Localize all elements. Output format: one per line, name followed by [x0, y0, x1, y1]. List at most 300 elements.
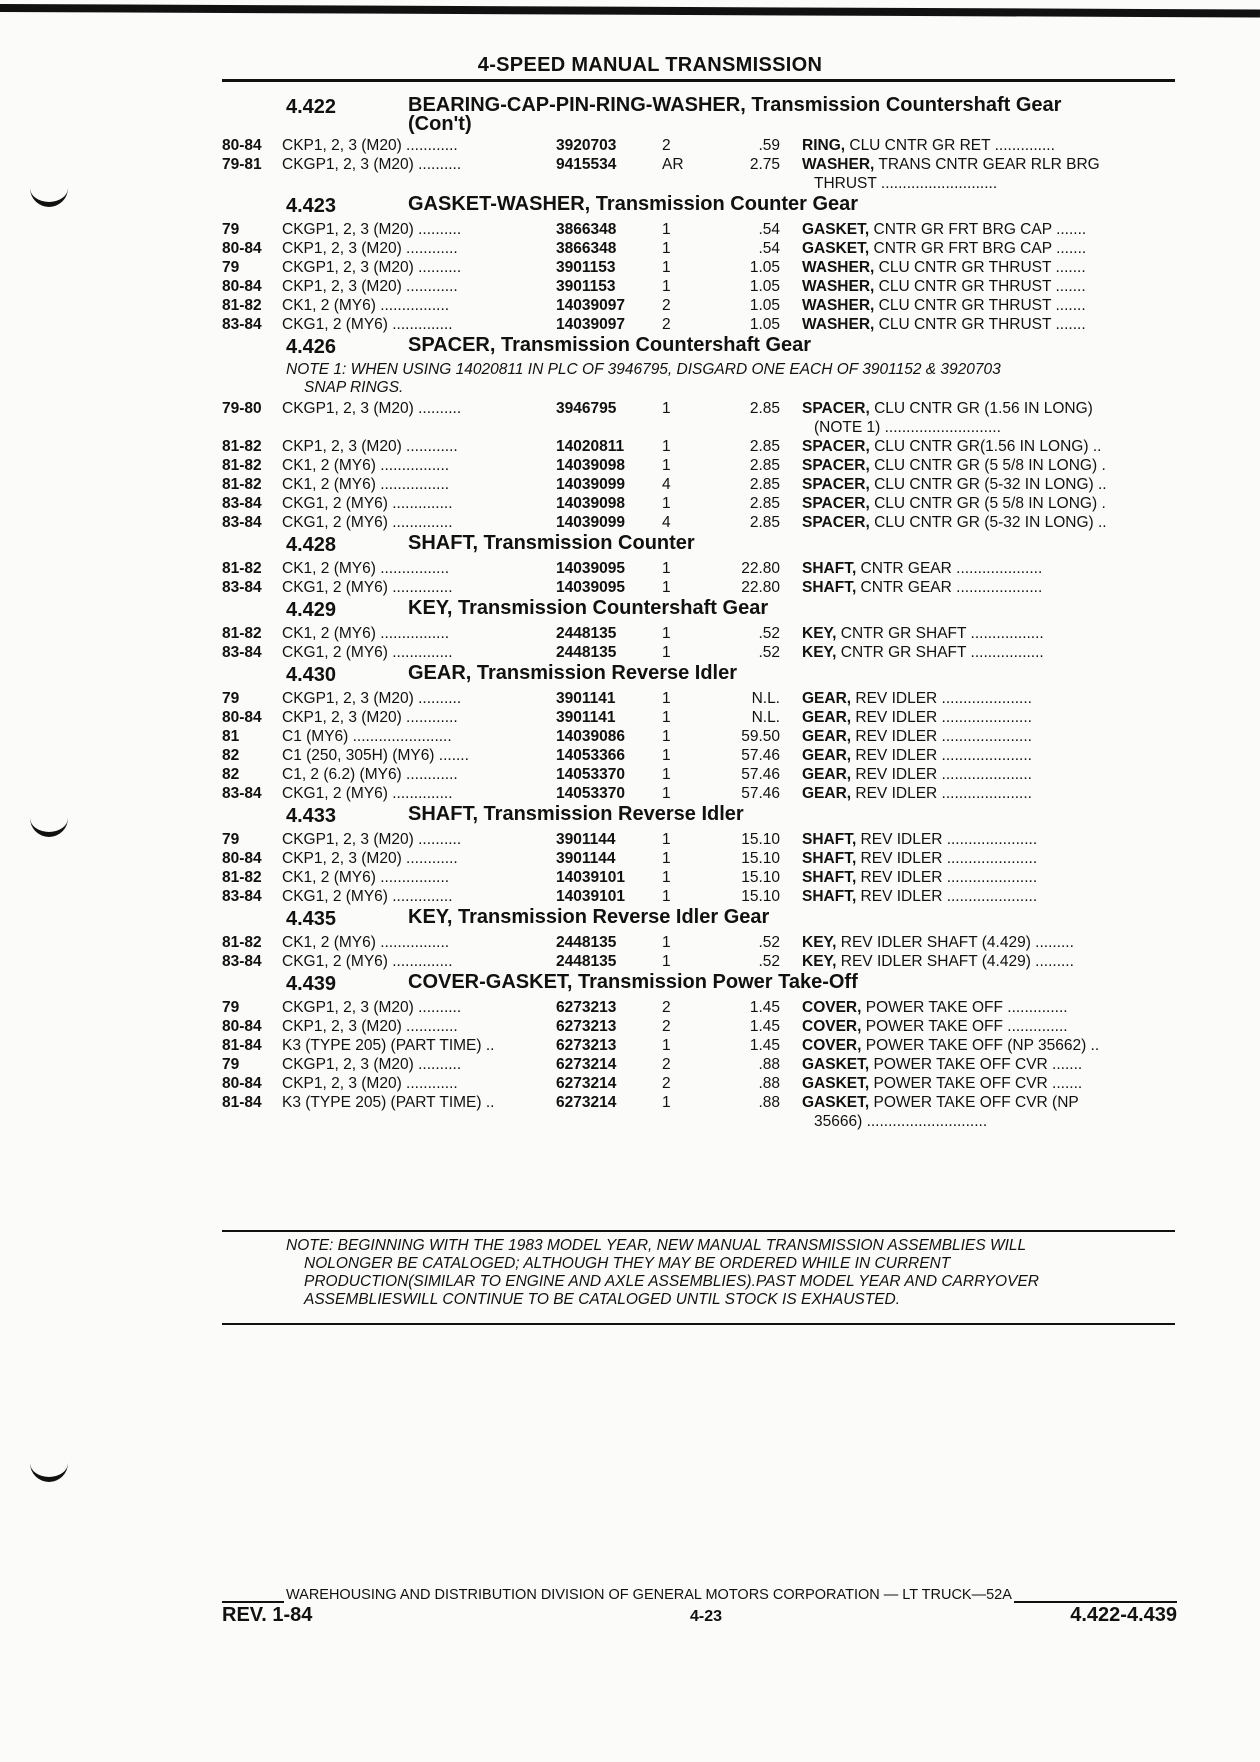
- model-application: CKG1, 2 (MY6) ..............: [282, 785, 453, 802]
- quantity: 4: [662, 476, 671, 493]
- model-years: 80-84: [222, 1018, 262, 1035]
- part-name: SPACER,: [802, 476, 870, 493]
- part-description: GEAR, REV IDLER .....................: [802, 728, 1032, 745]
- part-number: 14039101: [556, 888, 625, 905]
- quantity: 1: [662, 869, 671, 886]
- model-years: 81-84: [222, 1037, 262, 1054]
- part-name: GEAR,: [802, 785, 852, 802]
- part-description: GASKET, CNTR GR FRT BRG CAP .......: [802, 221, 1087, 238]
- section-heading: [222, 664, 1177, 687]
- model-application: C1 (MY6) .......................: [282, 728, 452, 745]
- model-years: 83-84: [222, 514, 262, 531]
- part-row: [222, 998, 1177, 1017]
- general-note-line: ASSEMBLIESWILL CONTINUE TO BE CATALOGED UNTIL STOCK IS EXHAUSTED.: [304, 1291, 901, 1308]
- section-number: 4.423: [286, 195, 337, 217]
- part-row: [222, 220, 1177, 239]
- part-number: 9415534: [556, 156, 617, 173]
- model-application: CKGP1, 2, 3 (M20) ..........: [282, 400, 462, 417]
- page-title: 4-SPEED MANUAL TRANSMISSION: [477, 54, 823, 76]
- part-description: GASKET, CNTR GR FRT BRG CAP .......: [802, 240, 1087, 257]
- part-row: [222, 868, 1177, 887]
- section-title-cont: (Con't): [408, 113, 472, 135]
- part-row: [222, 708, 1177, 727]
- part-name: SPACER,: [802, 457, 870, 474]
- part-description: RING, CLU CNTR GR RET ..............: [802, 137, 1055, 154]
- model-years: 83-84: [222, 785, 262, 802]
- section-title: COVER-GASKET, Transmission Power Take-Off: [408, 971, 858, 993]
- part-number: 2448135: [556, 625, 617, 642]
- part-row: [222, 437, 1177, 456]
- part-row: [222, 933, 1177, 952]
- model-application: K3 (TYPE 205) (PART TIME) ..: [282, 1094, 495, 1111]
- model-application: CKP1, 2, 3 (M20) ............: [282, 438, 458, 455]
- price: 1.05: [749, 297, 780, 314]
- part-name: SPACER,: [802, 514, 870, 531]
- model-application: CKGP1, 2, 3 (M20) ..........: [282, 690, 462, 707]
- part-name: GASKET,: [802, 221, 870, 238]
- section-number: 4.426: [286, 336, 337, 358]
- section-number: 4.433: [286, 805, 337, 827]
- quantity: 1: [662, 1094, 671, 1111]
- model-application: CKGP1, 2, 3 (M20) ..........: [282, 156, 462, 173]
- part-name: COVER,: [802, 1018, 862, 1035]
- general-note-line: NOTE: BEGINNING WITH THE 1983 MODEL YEAR, NEW MANUAL TRANSMISSION ASSEMBLIES WILL: [286, 1237, 1027, 1254]
- price: 57.46: [741, 766, 780, 783]
- part-description: SHAFT, CNTR GEAR ....................: [802, 579, 1043, 596]
- model-years: 81-82: [222, 297, 262, 314]
- quantity: 1: [662, 560, 671, 577]
- quantity: 1: [662, 831, 671, 848]
- part-description: GEAR, REV IDLER .....................: [802, 785, 1032, 802]
- part-description: COVER, POWER TAKE OFF ..............: [802, 1018, 1068, 1035]
- price: 2.75: [749, 156, 780, 173]
- part-number: 14039086: [556, 728, 625, 745]
- model-years: 80-84: [222, 1075, 262, 1092]
- section-title: KEY, Transmission Countershaft Gear: [408, 597, 769, 619]
- section-heading: [222, 96, 1177, 134]
- price: 22.80: [741, 579, 780, 596]
- section-heading: [222, 534, 1177, 557]
- section-heading: [222, 336, 1177, 359]
- section-title: GEAR, Transmission Reverse Idler: [408, 662, 738, 684]
- part-name: COVER,: [802, 1037, 862, 1054]
- price: 15.10: [741, 831, 780, 848]
- model-application: CKGP1, 2, 3 (M20) ..........: [282, 999, 462, 1016]
- section-title: SHAFT, Transmission Counter: [408, 532, 695, 554]
- model-application: CKP1, 2, 3 (M20) ............: [282, 850, 458, 867]
- quantity: 2: [662, 999, 671, 1016]
- price: .54: [758, 240, 780, 257]
- model-years: 81-82: [222, 457, 262, 474]
- part-description: KEY, REV IDLER SHAFT (4.429) .........: [802, 953, 1074, 970]
- part-description: GEAR, REV IDLER .....................: [802, 766, 1032, 783]
- section-number: 4.422: [286, 96, 337, 118]
- part-description: GASKET, POWER TAKE OFF CVR .......: [802, 1075, 1083, 1092]
- part-name: WASHER,: [802, 156, 875, 173]
- model-application: CKP1, 2, 3 (M20) ............: [282, 709, 458, 726]
- part-row: [222, 494, 1177, 513]
- section-number: 4.429: [286, 599, 337, 621]
- part-description: SPACER, CLU CNTR GR(1.56 IN LONG) ..: [802, 438, 1102, 455]
- part-name: SHAFT,: [802, 579, 857, 596]
- note-bottom-rule: [222, 1323, 1175, 1325]
- model-application: CKGP1, 2, 3 (M20) ..........: [282, 1056, 462, 1073]
- price: 1.45: [749, 999, 780, 1016]
- price: .54: [758, 221, 780, 238]
- part-description: WASHER, CLU CNTR GR THRUST .......: [802, 278, 1086, 295]
- part-name: KEY,: [802, 934, 837, 951]
- part-row: [222, 258, 1177, 277]
- part-row: [222, 887, 1177, 906]
- model-application: CK1, 2 (MY6) ................: [282, 476, 450, 493]
- section-number: 4.439: [286, 973, 337, 995]
- part-name: GEAR,: [802, 709, 852, 726]
- price: .88: [758, 1056, 780, 1073]
- part-row: [222, 849, 1177, 868]
- price: 1.05: [749, 316, 780, 333]
- model-application: CKG1, 2 (MY6) ..............: [282, 953, 453, 970]
- part-number: 6273214: [556, 1075, 617, 1092]
- model-application: C1, 2 (6.2) (MY6) ............: [282, 766, 458, 783]
- part-name: COVER,: [802, 999, 862, 1016]
- part-name: KEY,: [802, 953, 837, 970]
- model-application: CKP1, 2, 3 (M20) ............: [282, 1075, 458, 1092]
- part-description: SHAFT, CNTR GEAR ....................: [802, 560, 1043, 577]
- model-years: 81-82: [222, 934, 262, 951]
- part-row: [222, 1055, 1177, 1074]
- part-name: SPACER,: [802, 400, 870, 417]
- price: 2.85: [749, 400, 780, 417]
- part-number: 6273214: [556, 1094, 617, 1111]
- part-name: GEAR,: [802, 766, 852, 783]
- part-name: WASHER,: [802, 259, 875, 276]
- note-top-rule: [222, 1230, 1175, 1232]
- model-years: 79: [222, 1056, 240, 1073]
- part-row: [222, 624, 1177, 643]
- part-number: 14053366: [556, 747, 625, 764]
- part-row: [222, 559, 1177, 578]
- model-years: 81-82: [222, 476, 262, 493]
- part-row: [222, 1093, 1177, 1131]
- section-heading: [222, 195, 1177, 218]
- quantity: 4: [662, 514, 671, 531]
- part-number: 3866348: [556, 221, 617, 238]
- model-application: CK1, 2 (MY6) ................: [282, 869, 450, 886]
- part-description: KEY, CNTR GR SHAFT .................: [802, 644, 1044, 661]
- part-name: RING,: [802, 137, 846, 154]
- part-name: SPACER,: [802, 495, 870, 512]
- model-years: 82: [222, 766, 240, 783]
- quantity: 2: [662, 297, 671, 314]
- part-row: [222, 136, 1177, 155]
- quantity: 1: [662, 240, 671, 257]
- quantity: 1: [662, 888, 671, 905]
- model-years: 80-84: [222, 278, 262, 295]
- part-name: SHAFT,: [802, 831, 857, 848]
- part-row: [222, 296, 1177, 315]
- model-years: 80-84: [222, 240, 262, 257]
- part-number: 14039097: [556, 316, 625, 333]
- quantity: 1: [662, 747, 671, 764]
- quantity: 1: [662, 850, 671, 867]
- part-description: SPACER, CLU CNTR GR (5 5/8 IN LONG) .: [802, 457, 1106, 474]
- part-number: 14039095: [556, 579, 625, 596]
- model-years: 81-82: [222, 438, 262, 455]
- model-years: 79: [222, 831, 240, 848]
- model-years: 79: [222, 259, 240, 276]
- part-description-cont: THRUST ...........................: [814, 175, 998, 192]
- quantity: 1: [662, 934, 671, 951]
- model-application: CKP1, 2, 3 (M20) ............: [282, 137, 458, 154]
- model-application: K3 (TYPE 205) (PART TIME) ..: [282, 1037, 495, 1054]
- section-range: 4.422-4.439: [1070, 1604, 1177, 1626]
- price: 15.10: [741, 869, 780, 886]
- model-application: CKG1, 2 (MY6) ..............: [282, 644, 453, 661]
- price: .88: [758, 1094, 780, 1111]
- part-row: [222, 643, 1177, 662]
- part-row: [222, 1017, 1177, 1036]
- model-application: CKG1, 2 (MY6) ..............: [282, 514, 453, 531]
- part-number: 3901153: [556, 278, 616, 295]
- part-name: WASHER,: [802, 316, 875, 333]
- part-row: [222, 155, 1177, 193]
- price: 1.45: [749, 1037, 780, 1054]
- model-application: CKGP1, 2, 3 (M20) ..........: [282, 831, 462, 848]
- price: 57.46: [741, 785, 780, 802]
- quantity: 1: [662, 625, 671, 642]
- model-application: CKG1, 2 (MY6) ..............: [282, 579, 453, 596]
- quantity: 1: [662, 728, 671, 745]
- part-number: 3920703: [556, 137, 617, 154]
- section-title: KEY, Transmission Reverse Idler Gear: [408, 906, 770, 928]
- part-description: WASHER, TRANS CNTR GEAR RLR BRG THRUST ...........................: [802, 156, 1100, 192]
- part-description-cont: (NOTE 1) ...........................: [814, 419, 1001, 436]
- part-description: WASHER, CLU CNTR GR THRUST .......: [802, 297, 1086, 314]
- section-title: GASKET-WASHER, Transmission Counter Gear: [408, 193, 859, 215]
- part-number: 3946795: [556, 400, 617, 417]
- quantity: 1: [662, 690, 671, 707]
- model-application: CK1, 2 (MY6) ................: [282, 457, 450, 474]
- part-number: 14039097: [556, 297, 625, 314]
- part-description: KEY, CNTR GR SHAFT .................: [802, 625, 1044, 642]
- quantity: 2: [662, 137, 671, 154]
- part-number: 3901144: [556, 850, 616, 867]
- part-name: SHAFT,: [802, 869, 857, 886]
- price: .52: [758, 934, 780, 951]
- footer-dash: [222, 1591, 284, 1603]
- section-number: 4.435: [286, 908, 337, 930]
- price: 2.85: [749, 438, 780, 455]
- part-description: GEAR, REV IDLER .....................: [802, 747, 1032, 764]
- model-years: 81-84: [222, 1094, 262, 1111]
- part-description: SPACER, CLU CNTR GR (5-32 IN LONG) ..: [802, 514, 1107, 531]
- part-row: [222, 1036, 1177, 1055]
- quantity: 1: [662, 766, 671, 783]
- footer-dash: [1014, 1591, 1177, 1603]
- part-description: SHAFT, REV IDLER .....................: [802, 888, 1038, 905]
- quantity: 1: [662, 709, 671, 726]
- part-row: [222, 399, 1177, 437]
- price: 57.46: [741, 747, 780, 764]
- part-row: [222, 765, 1177, 784]
- model-years: 81-82: [222, 869, 262, 886]
- part-name: GASKET,: [802, 1075, 870, 1092]
- price: 2.85: [749, 476, 780, 493]
- part-number: 14053370: [556, 785, 625, 802]
- price: 2.85: [749, 514, 780, 531]
- model-years: 83-84: [222, 644, 262, 661]
- part-row: [222, 239, 1177, 258]
- price: 22.80: [741, 560, 780, 577]
- part-number: 3901141: [556, 709, 616, 726]
- price: 59.50: [741, 728, 780, 745]
- model-years: 82: [222, 747, 240, 764]
- part-description: SHAFT, REV IDLER .....................: [802, 850, 1038, 867]
- part-number: 2448135: [556, 934, 617, 951]
- part-number: 2448135: [556, 953, 617, 970]
- section-heading: [222, 973, 1177, 996]
- model-years: 80-84: [222, 709, 262, 726]
- part-number: 2448135: [556, 644, 617, 661]
- price: 15.10: [741, 850, 780, 867]
- punch-hole-mark: [30, 1455, 68, 1482]
- part-description: WASHER, CLU CNTR GR THRUST .......: [802, 259, 1086, 276]
- section-note: NOTE 1: WHEN USING 14020811 IN PLC OF 3946795, DISGARD ONE EACH OF 3901152 & 3920703 SNAP RINGS.: [286, 361, 1001, 396]
- part-name: SHAFT,: [802, 850, 857, 867]
- punch-hole-mark: [30, 810, 68, 837]
- quantity: 1: [662, 438, 671, 455]
- quantity: 2: [662, 316, 671, 333]
- part-name: KEY,: [802, 644, 837, 661]
- price: 1.45: [749, 1018, 780, 1035]
- part-description: GEAR, REV IDLER .....................: [802, 709, 1032, 726]
- page-number: 4-23: [690, 1608, 723, 1625]
- model-application: CK1, 2 (MY6) ................: [282, 560, 450, 577]
- part-name: SHAFT,: [802, 560, 857, 577]
- part-name: GEAR,: [802, 747, 852, 764]
- price: .52: [758, 625, 780, 642]
- part-description-cont: 35666) ............................: [814, 1113, 988, 1130]
- part-description: COVER, POWER TAKE OFF (NP 35662) ..: [802, 1037, 1100, 1054]
- part-description: SPACER, CLU CNTR GR (5-32 IN LONG) ..: [802, 476, 1107, 493]
- model-application: CKG1, 2 (MY6) ..............: [282, 888, 453, 905]
- general-note-line: PRODUCTION(SIMILAR TO ENGINE AND AXLE ASSEMBLIES).PAST MODEL YEAR AND CARRYOVER: [304, 1273, 1039, 1290]
- part-name: GEAR,: [802, 690, 852, 707]
- part-description: GASKET, POWER TAKE OFF CVR (NP 35666) ............................: [802, 1094, 1079, 1130]
- quantity: 1: [662, 1037, 671, 1054]
- part-name: GASKET,: [802, 1056, 870, 1073]
- part-name: SPACER,: [802, 438, 870, 455]
- model-application: CKP1, 2, 3 (M20) ............: [282, 278, 458, 295]
- model-years: 79-81: [222, 156, 262, 173]
- parts-listing: [222, 94, 1177, 1131]
- part-description: SPACER, CLU CNTR GR (1.56 IN LONG) (NOTE 1) ...........................: [802, 400, 1093, 436]
- part-number: 6273214: [556, 1056, 617, 1073]
- model-years: 81-82: [222, 560, 262, 577]
- model-application: CK1, 2 (MY6) ................: [282, 625, 450, 642]
- part-description: GEAR, REV IDLER .....................: [802, 690, 1032, 707]
- top-edge-rule: [0, 4, 1260, 17]
- part-number: 14039095: [556, 560, 625, 577]
- section-heading: [222, 599, 1177, 622]
- model-application: CKGP1, 2, 3 (M20) ..........: [282, 221, 462, 238]
- model-years: 83-84: [222, 953, 262, 970]
- part-number: 14039099: [556, 514, 625, 531]
- model-years: 83-84: [222, 579, 262, 596]
- quantity: 1: [662, 221, 671, 238]
- part-number: 14039098: [556, 457, 625, 474]
- footer-division: WAREHOUSING AND DISTRIBUTION DIVISION OF GENERAL MOTORS CORPORATION — LT TRUCK—52A: [286, 1587, 1012, 1603]
- part-row: [222, 830, 1177, 849]
- price: 1.05: [749, 259, 780, 276]
- part-number: 6273213: [556, 999, 617, 1016]
- part-number: 6273213: [556, 1037, 617, 1054]
- part-row: [222, 784, 1177, 803]
- part-description: GASKET, POWER TAKE OFF CVR .......: [802, 1056, 1083, 1073]
- part-row: [222, 727, 1177, 746]
- model-application: C1 (250, 305H) (MY6) .......: [282, 747, 469, 764]
- model-years: 83-84: [222, 495, 262, 512]
- model-years: 81: [222, 728, 240, 745]
- part-number: 3866348: [556, 240, 617, 257]
- section-title: SHAFT, Transmission Reverse Idler: [408, 803, 744, 825]
- price: .52: [758, 644, 780, 661]
- section-title: SPACER, Transmission Countershaft Gear: [408, 334, 812, 356]
- section-title: BEARING-CAP-PIN-RING-WASHER, Transmission Countershaft Gear (Con't): [408, 94, 1062, 135]
- part-row: [222, 513, 1177, 532]
- part-number: 14039098: [556, 495, 625, 512]
- price: N.L.: [751, 709, 780, 726]
- part-row: [222, 277, 1177, 296]
- part-description: SHAFT, REV IDLER .....................: [802, 831, 1038, 848]
- part-row: [222, 1074, 1177, 1093]
- price: .52: [758, 953, 780, 970]
- part-name: GEAR,: [802, 728, 852, 745]
- price: .88: [758, 1075, 780, 1092]
- header-rule: [222, 79, 1175, 82]
- model-application: CK1, 2 (MY6) ................: [282, 297, 450, 314]
- quantity: 1: [662, 953, 671, 970]
- part-number: 14039099: [556, 476, 625, 493]
- model-years: 83-84: [222, 888, 262, 905]
- quantity: 2: [662, 1018, 671, 1035]
- general-note: [286, 1237, 1166, 1309]
- quantity: 1: [662, 785, 671, 802]
- part-row: [222, 315, 1177, 334]
- part-row: [222, 746, 1177, 765]
- part-name: GASKET,: [802, 240, 870, 257]
- part-number: 3901141: [556, 690, 616, 707]
- model-application: CK1, 2 (MY6) ................: [282, 934, 450, 951]
- model-application: CKG1, 2 (MY6) ..............: [282, 316, 453, 333]
- part-row: [222, 456, 1177, 475]
- model-years: 83-84: [222, 316, 262, 333]
- price: 15.10: [741, 888, 780, 905]
- part-description: SPACER, CLU CNTR GR (5 5/8 IN LONG) .: [802, 495, 1106, 512]
- model-years: 79: [222, 221, 240, 238]
- model-years: 79: [222, 999, 240, 1016]
- price: 2.85: [749, 495, 780, 512]
- quantity: 1: [662, 644, 671, 661]
- general-note-line: NOLONGER BE CATALOGED; ALTHOUGH THEY MAY BE ORDERED WHILE IN CURRENT: [304, 1255, 951, 1272]
- part-row: [222, 689, 1177, 708]
- quantity: 2: [662, 1075, 671, 1092]
- revision-label: REV. 1-84: [222, 1604, 313, 1626]
- part-number: 14039101: [556, 869, 625, 886]
- part-description: COVER, POWER TAKE OFF ..............: [802, 999, 1068, 1016]
- price: .59: [758, 137, 780, 154]
- model-years: 80-84: [222, 850, 262, 867]
